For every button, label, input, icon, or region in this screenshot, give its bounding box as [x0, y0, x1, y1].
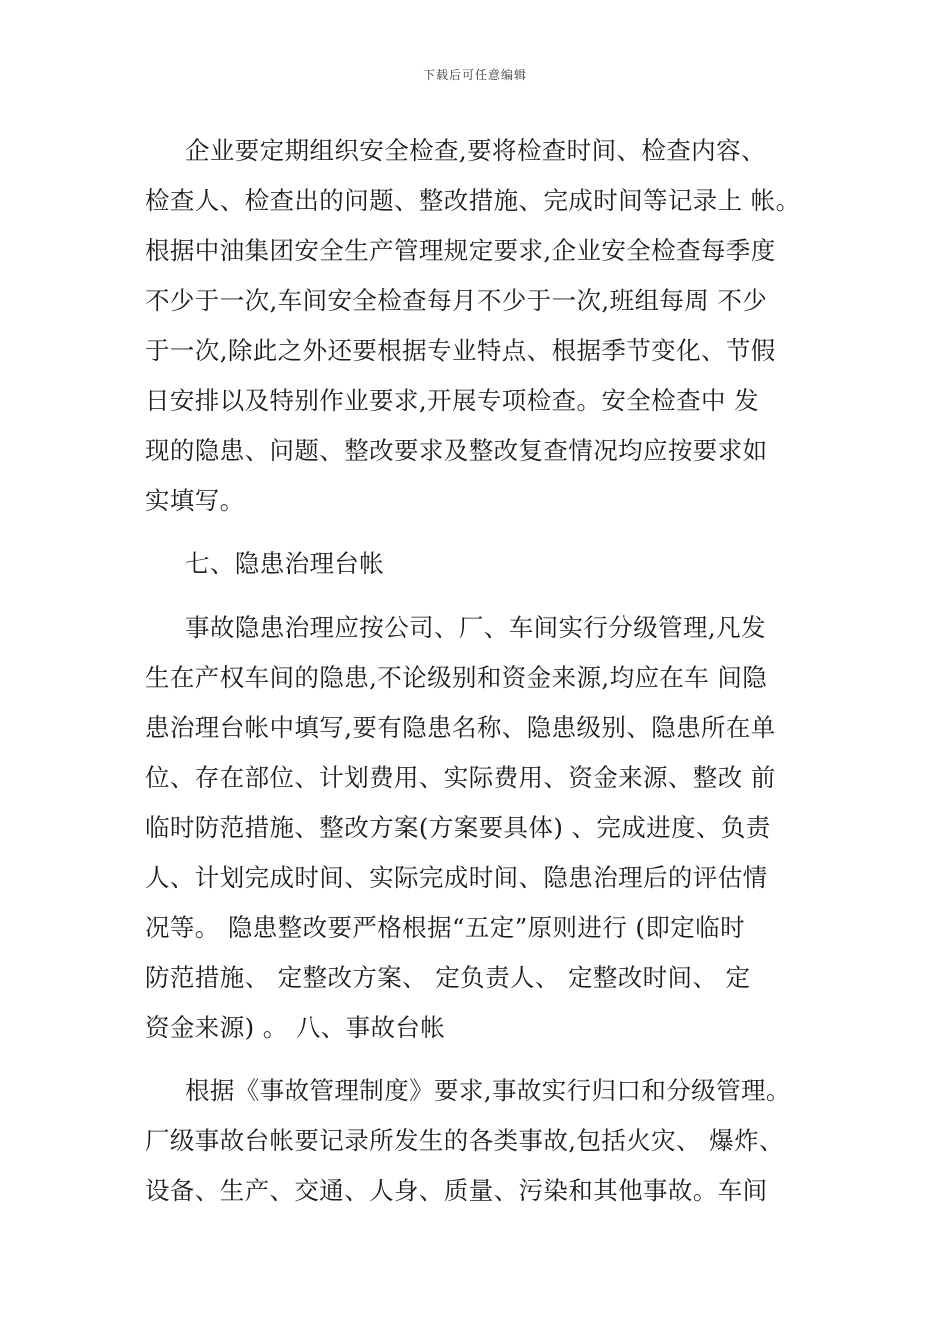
paragraph-line: 不少于一次,车间安全检查每月不少于一次,班组每周 不少 — [145, 286, 768, 315]
paragraph-line: 患治理台帐中填写,要有隐患名称、隐患级别、隐患所在单 — [145, 713, 776, 742]
paragraph-line: 况等。 隐患整改要严格根据“五定”原则进行 (即定临时 — [145, 913, 745, 942]
paragraph-line: 企业要定期组织安全检查,要将检查时间、检查内容、 — [185, 136, 766, 165]
paragraph-line: 设备、生产、交通、人身、质量、污染和其他事故。车间 — [145, 1176, 768, 1205]
paragraph-line: 事故隐患治理应按公司、厂、车间实行分级管理,凡发 — [185, 613, 766, 642]
paragraph-line: 实填写。 — [145, 486, 245, 515]
section-heading: 七、隐患治理台帐 — [185, 549, 385, 578]
paragraph-line: 位、存在部位、计划费用、实际费用、资金来源、整改 前 — [145, 763, 776, 792]
page-header: 下载后可任意编辑 — [422, 68, 527, 82]
paragraph-line: 资金来源) 。 八、事故台帐 — [145, 1013, 446, 1042]
paragraph-line: 临时防范措施、整改方案(方案要具体) 、完成进度、负责 — [145, 813, 771, 842]
paragraph-line: 生在产权车间的隐患,不论级别和资金来源,均应在车 间隐 — [145, 663, 768, 692]
paragraph-line: 根据中油集团安全生产管理规定要求,企业安全检查每季度 — [145, 236, 776, 265]
paragraph-line: 防范措施、 定整改方案、 定负责人、 定整改时间、 定 — [145, 963, 751, 992]
paragraph-line: 检查人、检查出的问题、整改措施、完成时间等记录上 帐。 — [145, 186, 801, 215]
paragraph-line: 现的隐患、问题、整改要求及整改复查情况均应按要求如 — [145, 436, 768, 465]
paragraph-line: 根据《事故管理制度》要求,事故实行归口和分级管理。 — [185, 1076, 791, 1105]
paragraph-line: 于一次,除此之外还要根据专业特点、根据季节变化、节假 — [145, 336, 776, 365]
paragraph-line: 日安排以及特别作业要求,开展专项检查。安全检查中 发 — [145, 386, 759, 415]
paragraph-line: 人、计划完成时间、实际完成时间、隐患治理后的评估情 — [145, 863, 768, 892]
paragraph-line: 厂级事故台帐要记录所发生的各类事故,包括火灾、 爆炸、 — [145, 1126, 784, 1155]
